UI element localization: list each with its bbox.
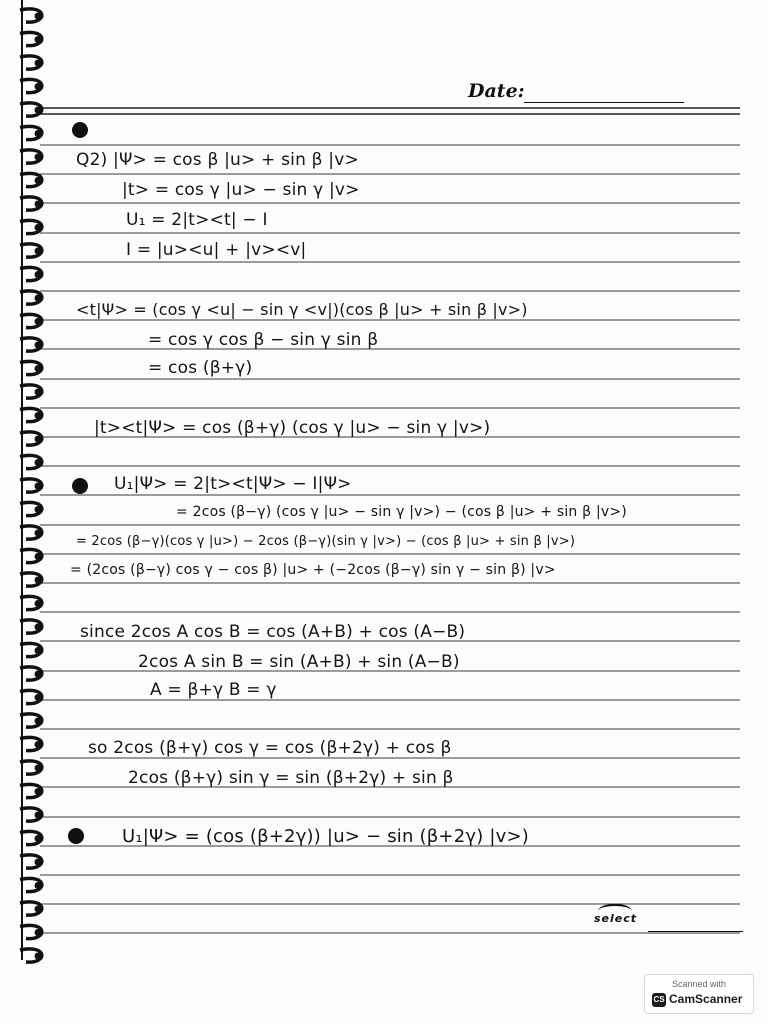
line-u1-step3: = (2cos (β−γ) cos γ − cos β) |u> + (−2cos (β−γ) sin γ − sin β) |v> [70, 562, 556, 578]
bullet-dot [72, 478, 88, 494]
line-inner-expand: = cos γ cos β − sin γ sin β [148, 330, 379, 350]
line-substitution: A = β+γ B = γ [150, 680, 277, 700]
bullet-dot [68, 828, 84, 844]
line-so-sin: 2cos (β+γ) sin γ = sin (β+2γ) + sin β [128, 768, 454, 788]
line-since-identity1: since 2cos A cos B = cos (A+B) + cos (A−B) [80, 622, 466, 642]
camscanner-logo-icon: CS [652, 993, 666, 1007]
line-u1-psi: U₁|Ψ> = 2|t><t|Ψ> − I|Ψ> [114, 474, 352, 494]
line-projection: |t><t|Ψ> = cos (β+γ) (cos γ |u> − sin γ |v>) [94, 418, 491, 438]
line-inner-product: <t|Ψ> = (cos γ <u| − sin γ <v|)(cos β |u> + sin β |v>) [76, 300, 528, 319]
line-so-cos: so 2cos (β+γ) cos γ = cos (β+2γ) + cos β [88, 738, 452, 758]
bullet-dot [72, 122, 88, 138]
line-t-def: |t> = cos γ |u> − sin γ |v> [122, 180, 360, 200]
date-label: Date: [468, 80, 525, 102]
line-u1-step1: = 2cos (β−γ) (cos γ |u> − sin γ |v>) − (cos β |u> + sin β |v>) [176, 504, 627, 520]
line-q2-psi: Q2) |Ψ> = cos β |u> + sin β |v> [76, 150, 359, 170]
date-underline [524, 102, 684, 103]
line-u1-step2: = 2cos (β−γ)(cos γ |u>) − 2cos (β−γ)(sin γ |v>) − (cos β |u> + sin β |v>) [76, 534, 576, 549]
line-identity: I = |u><u| + |v><v| [126, 240, 307, 260]
line-inner-result: = cos (β+γ) [148, 358, 253, 378]
select-stamp: select [594, 912, 638, 925]
line-since-identity2: 2cos A sin B = sin (A+B) + sin (A−B) [138, 652, 460, 672]
watermark-caption: Scanned with [671, 979, 727, 989]
spiral-binding [0, 0, 60, 1024]
footer-rule [648, 931, 743, 932]
line-final-result: U₁|Ψ> = (cos (β+2γ)) |u> − sin (β+2γ) |v>) [122, 826, 529, 847]
line-u1-def: U₁ = 2|t><t| − I [126, 210, 268, 230]
camscanner-watermark [644, 974, 754, 1014]
watermark-name: CamScanner [669, 992, 743, 1006]
